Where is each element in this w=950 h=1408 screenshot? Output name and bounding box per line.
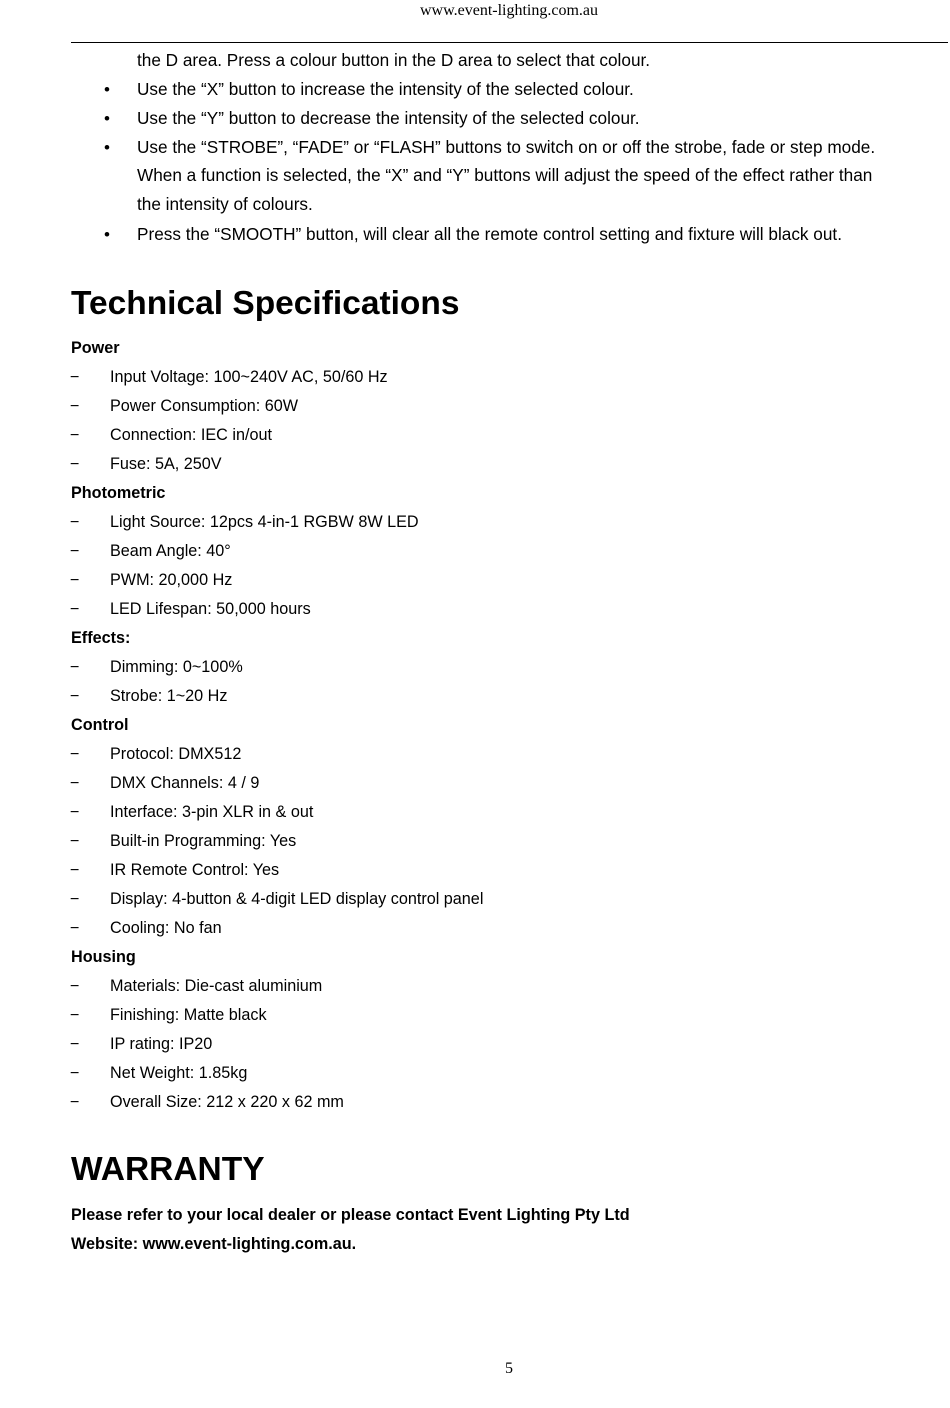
spec-item bbox=[0, 392, 950, 421]
dash-bullet: − bbox=[70, 774, 80, 792]
dash-bullet: − bbox=[70, 803, 80, 821]
spec-section-title: Power bbox=[71, 339, 120, 357]
dash-bullet: − bbox=[70, 1006, 80, 1024]
spec-item bbox=[0, 856, 950, 885]
spec-section-title: Effects: bbox=[71, 629, 131, 647]
dash-bullet: − bbox=[70, 1035, 80, 1053]
spec-item-text: Materials: Die-cast aluminium bbox=[110, 977, 323, 995]
spec-section-title: Housing bbox=[71, 948, 136, 966]
spec-item-text: Fuse: 5A, 250V bbox=[110, 455, 222, 473]
spec-item bbox=[0, 421, 950, 450]
spec-item-text: Display: 4-button & 4-digit LED display control panel bbox=[110, 890, 484, 908]
spec-item bbox=[0, 798, 950, 827]
dash-bullet: − bbox=[70, 977, 80, 995]
dash-bullet: − bbox=[70, 832, 80, 850]
spec-item bbox=[0, 885, 950, 914]
spec-item bbox=[0, 914, 950, 943]
spec-sections bbox=[0, 334, 950, 1117]
spec-item bbox=[0, 566, 950, 595]
spec-item-text: Protocol: DMX512 bbox=[110, 745, 242, 763]
dash-bullet: − bbox=[70, 658, 80, 676]
spec-item-text: Strobe: 1~20 Hz bbox=[110, 687, 228, 705]
spec-item bbox=[0, 769, 950, 798]
spec-item-text: Net Weight: 1.85kg bbox=[110, 1064, 248, 1082]
dash-bullet: − bbox=[70, 368, 80, 386]
dash-bullet: − bbox=[70, 919, 80, 937]
dash-bullet: − bbox=[70, 861, 80, 879]
dash-bullet: − bbox=[70, 890, 80, 908]
spec-item bbox=[0, 595, 950, 624]
dash-bullet: − bbox=[70, 600, 80, 618]
dash-bullet: − bbox=[70, 426, 80, 444]
dash-bullet: − bbox=[70, 745, 80, 763]
spec-item-text: Overall Size: 212 x 220 x 62 mm bbox=[110, 1093, 344, 1111]
spec-item-text: Connection: IEC in/out bbox=[110, 426, 272, 444]
dash-bullet: − bbox=[70, 397, 80, 415]
bullet-dot: • bbox=[104, 138, 110, 157]
spec-item-text: Power Consumption: 60W bbox=[110, 397, 299, 415]
header-rule bbox=[71, 42, 948, 43]
bullet-text: Use the “Y” button to decrease the intensity of the selected colour. bbox=[137, 108, 640, 128]
spec-item-text: Cooling: No fan bbox=[110, 919, 222, 937]
bullet-text: the intensity of colours. bbox=[137, 194, 313, 214]
warranty-contact-line: Please refer to your local dealer or please contact Event Lighting Pty Ltd bbox=[71, 1206, 630, 1224]
spec-item-text: Beam Angle: 40° bbox=[110, 542, 231, 560]
bullet-dot: • bbox=[104, 109, 110, 128]
bullet-text: Press the “SMOOTH” button, will clear all the remote control setting and fixture will black out. bbox=[137, 224, 842, 244]
spec-item-text: IR Remote Control: Yes bbox=[110, 861, 280, 879]
spec-item bbox=[0, 682, 950, 711]
spec-item-text: Input Voltage: 100~240V AC, 50/60 Hz bbox=[110, 368, 388, 386]
bullet-text: When a function is selected, the “X” and “Y” buttons will adjust the speed of the effect rather than bbox=[137, 165, 873, 185]
spec-section-title: Photometric bbox=[71, 484, 166, 502]
technical-specifications-heading: Technical Specifications bbox=[71, 285, 460, 322]
spec-item-text: Finishing: Matte black bbox=[110, 1006, 267, 1024]
dash-bullet: − bbox=[70, 455, 80, 473]
bullet-text: Use the “STROBE”, “FADE” or “FLASH” buttons to switch on or off the strobe, fade or step mode. bbox=[137, 137, 876, 157]
spec-section-title: Control bbox=[71, 716, 129, 734]
warranty-website-line: Website: www.event-lighting.com.au. bbox=[71, 1235, 357, 1253]
bullet-dot: • bbox=[104, 80, 110, 99]
spec-item bbox=[0, 1059, 950, 1088]
spec-item bbox=[0, 1001, 950, 1030]
spec-item bbox=[0, 363, 950, 392]
spec-item bbox=[0, 450, 950, 479]
spec-item-text: Light Source: 12pcs 4-in-1 RGBW 8W LED bbox=[110, 513, 419, 531]
bullet-dot: • bbox=[104, 225, 110, 244]
spec-item-text: Built-in Programming: Yes bbox=[110, 832, 297, 850]
spec-item bbox=[0, 653, 950, 682]
spec-item-text: PWM: 20,000 Hz bbox=[110, 571, 233, 589]
spec-item-text: Dimming: 0~100% bbox=[110, 658, 243, 676]
dash-bullet: − bbox=[70, 1093, 80, 1111]
dash-bullet: − bbox=[70, 513, 80, 531]
spec-item-text: IP rating: IP20 bbox=[110, 1035, 213, 1053]
dash-bullet: − bbox=[70, 571, 80, 589]
spec-item bbox=[0, 740, 950, 769]
dash-bullet: − bbox=[70, 542, 80, 560]
dash-bullet: − bbox=[70, 687, 80, 705]
spec-item bbox=[0, 827, 950, 856]
bullet-text: Use the “X” button to increase the intensity of the selected colour. bbox=[137, 79, 634, 99]
page-number: 5 bbox=[505, 1360, 513, 1377]
spec-item bbox=[0, 1030, 950, 1059]
spec-item-text: DMX Channels: 4 / 9 bbox=[110, 774, 260, 792]
warranty-heading: WARRANTY bbox=[71, 1151, 265, 1188]
spec-item bbox=[0, 1088, 950, 1117]
dash-bullet: − bbox=[70, 1064, 80, 1082]
spec-item-text: Interface: 3-pin XLR in & out bbox=[110, 803, 314, 821]
spec-item bbox=[0, 972, 950, 1001]
bullet-continuation-line: the D area. Press a colour button in the D area to select that colour. bbox=[137, 50, 651, 70]
spec-item bbox=[0, 508, 950, 537]
spec-item-text: LED Lifespan: 50,000 hours bbox=[110, 600, 311, 618]
page-header-url: www.event-lighting.com.au bbox=[419, 2, 599, 19]
spec-item bbox=[0, 537, 950, 566]
